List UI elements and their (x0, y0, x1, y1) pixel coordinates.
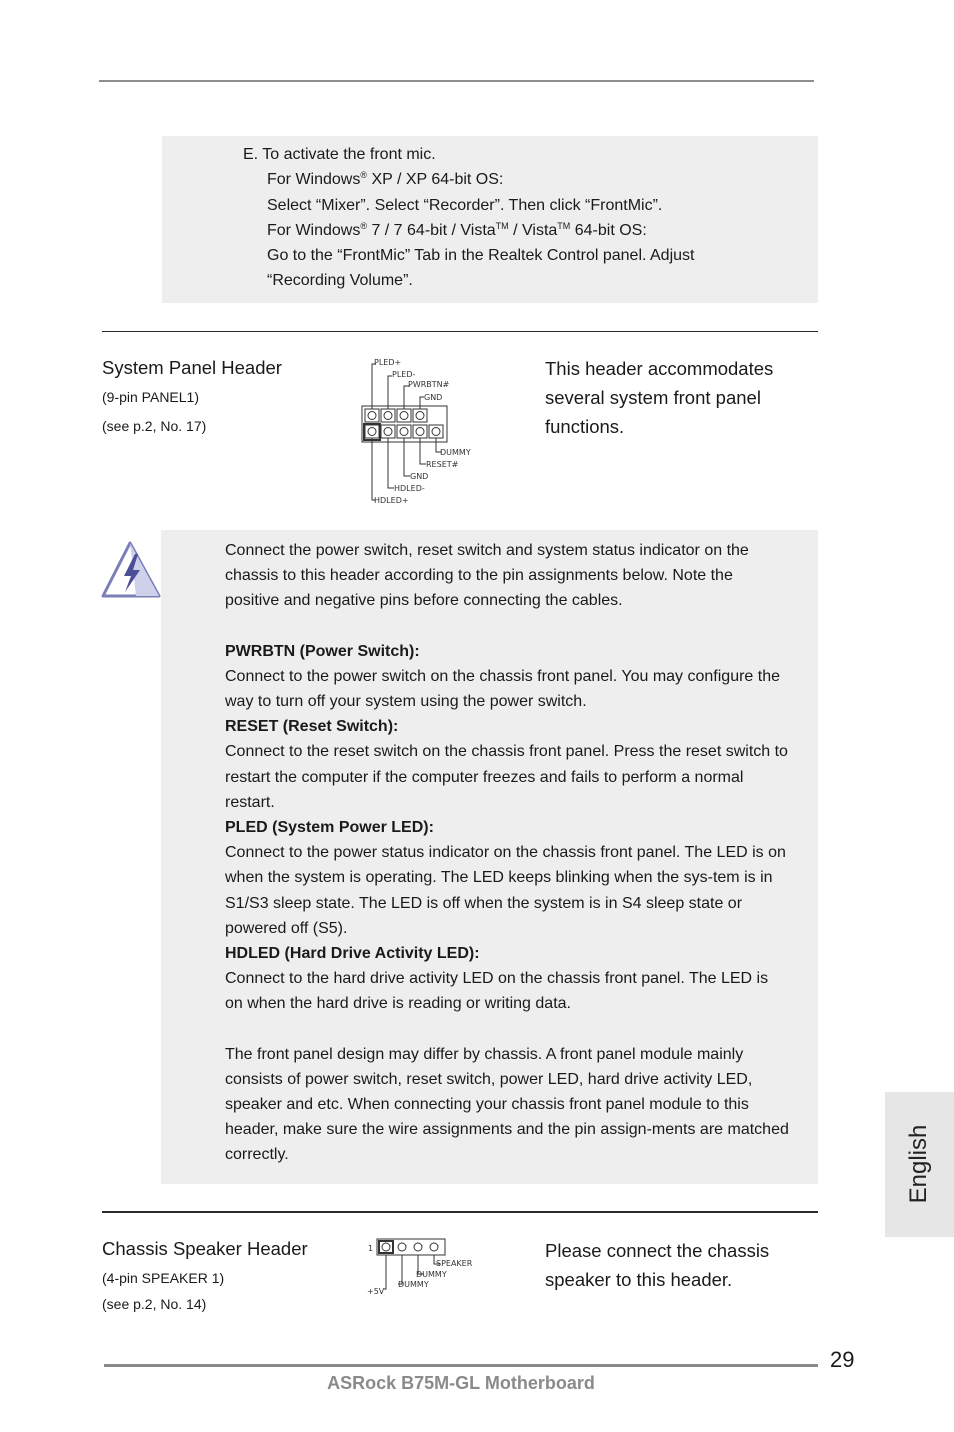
pin-dot (416, 428, 424, 436)
label-dummy-right: DUMMY (416, 1270, 447, 1279)
pin-top-3 (397, 409, 411, 422)
top-divider (99, 80, 814, 82)
label-dummy-left: DUMMY (398, 1280, 429, 1289)
pin-dot (430, 1243, 438, 1251)
system-panel-see-ref: (see p.2, No. 17) (102, 418, 207, 434)
hdled-heading: HDLED (Hard Drive Activity LED): (225, 945, 480, 963)
pin-dot (400, 428, 408, 436)
language-tab (885, 1092, 954, 1237)
pin-dot (368, 428, 376, 436)
page-number: 29 (830, 1347, 855, 1372)
caution-intro: Connect the power switch, reset switch and system status indicator on the chassis to this header according to the pin assignments below. Note the positive and negative pins before connecting the cables. (225, 542, 749, 610)
system-panel-description: This header accommodates several system front panel functions. (545, 358, 774, 437)
pin-dot (416, 412, 424, 420)
pin-dot (384, 412, 392, 420)
pin-dot (432, 428, 440, 436)
hdled-text: Connect to the hard drive activity LED on the chassis front panel. The LED is on when the hard drive is reading or writing data. (225, 970, 769, 1013)
pin-bottom-5 (429, 425, 443, 438)
pin-top-1 (365, 409, 379, 422)
audio-win7-instructions-end: “Recording Volume”. (267, 272, 413, 289)
pin-bottom-3 (397, 425, 411, 438)
pin-dot (398, 1243, 406, 1251)
label-speaker: SPEAKER (436, 1259, 473, 1268)
pin-dot (384, 428, 392, 436)
label-dummy: DUMMY (440, 448, 471, 457)
footer-divider (104, 1364, 818, 1367)
label-hdled-plus: HDLED+ (374, 496, 409, 505)
label-pled-plus: PLED+ (374, 358, 402, 367)
audio-step-heading: E. To activate the front mic. (243, 146, 436, 163)
pled-text: Connect to the power status indicator on the chassis front panel. The LED is on when the system is operating. The LED keeps blinking when the sys-tem is in S1/S3 sleep state. The LED is off when the system is in S4 sleep state or powered off (S5). (225, 844, 786, 937)
pin-dot (414, 1243, 422, 1251)
audio-win7-instructions: Go to the “FrontMic” Tab in the Realtek Control panel. Adjust (267, 247, 695, 264)
audio-xp-instructions: Select “Mixer”. Select “Recorder”. Then click “FrontMic”. (267, 197, 663, 214)
label-gnd-bottom: GND (410, 472, 429, 481)
audio-win7-line: For Windows® 7 / 7 64-bit / Vista™ / Vista™ 64-bit OS: (267, 221, 647, 239)
label-gnd-top: GND (424, 393, 443, 402)
footer-title: ASRock B75M-GL Motherboard (327, 1373, 595, 1393)
label-pled-minus: PLED- (392, 370, 416, 379)
warning-lightning-icon (100, 540, 162, 600)
speaker-see-ref: (see p.2, No. 14) (102, 1296, 207, 1312)
pwrbtn-heading: PWRBTN (Power Switch): (225, 642, 420, 660)
audio-xp-line: For Windows® XP / XP 64-bit OS: (267, 170, 504, 188)
pin-dot (382, 1243, 390, 1251)
speaker-pin-info: (4-pin SPEAKER 1) (102, 1270, 225, 1286)
panel1-pin-diagram (356, 352, 496, 507)
section-divider-1 (102, 331, 818, 332)
label-reset: RESET# (426, 460, 459, 469)
pin-dot (368, 412, 376, 420)
label-hdled-minus: HDLED- (394, 484, 425, 493)
pin-top-4 (413, 409, 427, 422)
label-pwrbtn: PWRBTN# (408, 380, 450, 389)
pin-bottom-2 (381, 425, 395, 438)
speaker-description: Please connect the chassis speaker to this header. (545, 1240, 770, 1290)
speaker-title: Chassis Speaker Header (102, 1238, 308, 1259)
system-panel-pin-info: (9-pin PANEL1) (102, 389, 200, 405)
section-divider-2 (102, 1211, 818, 1213)
pled-heading: PLED (System Power LED): (225, 819, 434, 837)
label-plus5v: +5V (367, 1287, 385, 1296)
pwrbtn-text: Connect to the power switch on the chassis front panel. You may configure the way to turn off your system using the power switch. (225, 667, 780, 711)
caution-closing: The front panel design may differ by chassis. A front panel module mainly consists of power switch, reset switch, power LED, hard drive activity LED, speaker and etc. When connecting your chassis front panel module to this header, make sure the wire assignments and the pin assign-ments are matched correctly. (225, 1045, 789, 1164)
speaker-pin-diagram (362, 1236, 497, 1298)
pin-bottom-4 (413, 425, 427, 438)
language-tab-label: English (905, 1124, 932, 1204)
system-panel-title: System Panel Header (102, 357, 282, 378)
pin-top-2 (381, 409, 395, 422)
reset-heading: RESET (Reset Switch): (225, 718, 399, 736)
caution-text (225, 538, 790, 1168)
reset-text: Connect to the reset switch on the chassis front panel. Press the reset switch to restart the computer if the computer freezes and fails to perform a normal restart. (225, 743, 788, 811)
label-pin-one: 1 (368, 1244, 374, 1253)
pin-dot (400, 412, 408, 420)
pin-bottom-1 (365, 425, 379, 438)
